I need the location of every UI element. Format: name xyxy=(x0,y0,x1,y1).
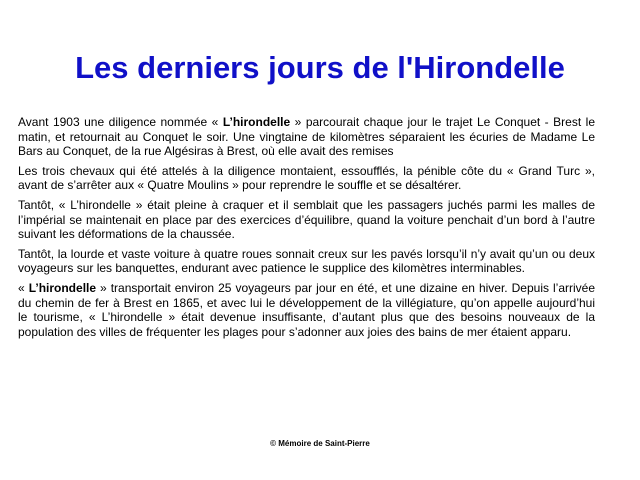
paragraph-4: Tantôt, la lourde et vaste voiture à quatre roues sonnait creux sur les pavés lorsqu’il n’y avait qu’un ou deux voyageurs sur les banquettes, endurant avec patience le supplice des kilomètres interminables. xyxy=(18,246,595,276)
paragraph-5-bold-name: L’hirondelle xyxy=(28,280,97,295)
page-title: Les derniers jours de l'Hirondelle xyxy=(75,50,565,85)
paragraph-3: Tantôt, « L’hirondelle » était pleine à craquer et il semblait que les passagers juchés parmi les malles de l’impérial se maintenait en place par des exercices d’équilibre, quand la voiture penchait d’un bord à l’autre suivant les déformations de la chaussée. xyxy=(18,197,595,242)
paragraph-5 xyxy=(18,281,595,339)
paragraph-5-text-before: « xyxy=(18,280,29,295)
paragraph-1-bold-name: L’hirondelle xyxy=(222,115,291,129)
paragraph-1-text-before: Avant 1903 une diligence nommée « xyxy=(18,115,223,129)
paragraph-5-text-after: » transportait environ 25 voyageurs par jour en été, et une dizaine en hiver. Depuis l’arrivée du chemin de fer à Brest en 1865, et avec lui le développement de la villégiature, qu’on appelle aujourd’hui le tourisme, « L’hirondelle » était devenue insuffisante, d’autant plus que des besoins nouveaux de la population des villes de fréquenter les plages pour s’adonner aux joies des bains de mer étaient apparu. xyxy=(18,280,595,339)
paragraph-1-text-after: » parcourait chaque jour le trajet Le Conquet - Brest le matin, et retournait au Conquet le soir. Une vingtaine de kilomètres séparaient les écuries de Madame Le Bars au Conquet, de la rue Algésiras à Brest, où elle avait des remises xyxy=(18,115,595,159)
paragraph-2: Les trois chevaux qui été attelés à la diligence montaient, essoufflés, la pénible côte du « Grand Turc », avant de s’arrêter aux « Quatre Moulins » pour reprendre le souffle et se désaltérer. xyxy=(18,163,595,193)
article-body xyxy=(18,115,595,344)
paragraph-1 xyxy=(18,115,595,159)
copyright-footer: © Mémoire de Saint-Pierre xyxy=(270,439,370,448)
